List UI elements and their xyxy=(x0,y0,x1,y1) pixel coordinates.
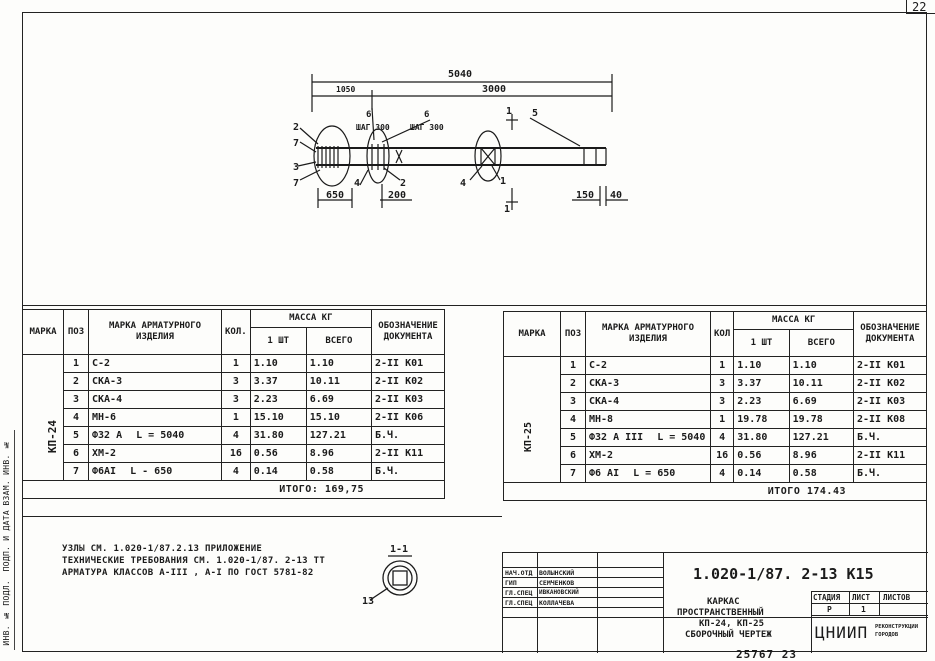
title-line-1: КАРКАС xyxy=(707,597,740,607)
section-callout: 13 xyxy=(362,596,375,607)
kp25-cell-pos: 7 xyxy=(561,465,586,483)
kp25-cell-qty: 16 xyxy=(711,447,734,465)
kp25-cell-total: 19.78 xyxy=(789,411,853,429)
kp25-item-length: L = 650 xyxy=(633,468,676,479)
kp25-item-name: МН-8 xyxy=(589,414,614,425)
left-approval-strip xyxy=(0,430,15,650)
callout-3: 3 xyxy=(293,162,300,173)
kp24-cell-total: 1.10 xyxy=(306,355,371,373)
spec-table-kp24 xyxy=(22,309,445,499)
name-4: КОЛЛАЧЕВА xyxy=(539,599,575,607)
sheet-number: 22 xyxy=(906,0,935,14)
kp25-cell-one: 3.37 xyxy=(734,375,789,393)
kp24-cell-pos: 3 xyxy=(64,391,89,409)
kp25-cell-pos: 2 xyxy=(561,375,586,393)
sheet-value: 1 xyxy=(861,605,866,614)
th-doc: ОБОЗНАЧЕНИЕ ДОКУМЕНТА xyxy=(372,310,445,355)
total-kp25: ИТОГО 174.43 xyxy=(504,483,927,501)
kp24-cell-item xyxy=(89,445,222,463)
kp24-item-name: МН-6 xyxy=(92,412,117,423)
title-line-4: СБОРОЧНЫЙ ЧЕРТЕЖ xyxy=(685,630,772,640)
callout-5: 5 xyxy=(532,108,539,119)
kp24-item-name: Ф6АI xyxy=(92,466,117,477)
strip-text-2: ПОДП. И ДАТА xyxy=(2,510,11,572)
kp25-row xyxy=(504,447,927,465)
kp25-cell-total: 8.96 xyxy=(789,447,853,465)
kp25-cell-doc: 2-II К08 xyxy=(854,411,927,429)
kp24-cell-qty: 1 xyxy=(222,355,251,373)
note-1: УЗЛЫ СМ. 1.020-1/87.2.13 ПРИЛОЖЕНИЕ xyxy=(62,544,263,554)
kp24-row xyxy=(23,355,445,373)
kp25-cell-one: 0.14 xyxy=(734,465,789,483)
kp25-row xyxy=(504,465,927,483)
kp25-cell-qty: 1 xyxy=(711,411,734,429)
kp25-cell-item xyxy=(586,447,711,465)
kp25-cell-pos: 4 xyxy=(561,411,586,429)
kp24-cell-doc: Б.Ч. xyxy=(372,463,445,481)
kp24-cell-doc: 2-II К02 xyxy=(372,373,445,391)
kp25-item-name: ХМ-2 xyxy=(589,450,614,461)
archive-number: 25767 23 xyxy=(736,648,797,661)
kp24-cell-pos: 5 xyxy=(64,427,89,445)
kp24-item-name: Ф32 А xyxy=(92,430,123,441)
separator-line xyxy=(22,305,927,306)
note-3: АРМАТУРА КЛАССОВ А-III , А-I ПО ГОСТ 5781-82 xyxy=(62,568,314,578)
kp24-cell-one: 1.10 xyxy=(250,355,306,373)
kp25-cell-qty: 3 xyxy=(711,393,734,411)
notes-block xyxy=(62,543,325,579)
section-view xyxy=(360,540,440,610)
kp24-mark-cell xyxy=(23,355,64,481)
kp25-cell-qty: 4 xyxy=(711,429,734,447)
callout-1c: 1 xyxy=(504,204,511,215)
kp24-cell-doc: Б.Ч. xyxy=(372,427,445,445)
kp24-cell-total: 10.11 xyxy=(306,373,371,391)
th-doc-b: ОБОЗНАЧЕНИЕ ДОКУМЕНТА xyxy=(854,312,927,357)
stage-value: Р xyxy=(827,605,832,614)
kp24-item-name: СКА-4 xyxy=(92,394,123,405)
kp25-cell-item xyxy=(586,357,711,375)
kp25-cell-item xyxy=(586,375,711,393)
role-2: ГИП xyxy=(505,579,517,587)
callout-4a: 4 xyxy=(354,178,361,189)
kp24-cell-doc: 2-II К01 xyxy=(372,355,445,373)
kp24-cell-one: 15.10 xyxy=(250,409,306,427)
kp25-item-name: СКА-4 xyxy=(589,396,620,407)
org-sub: РЕКОНСТРУКЦИИ ГОРОДОВ xyxy=(875,624,919,638)
mark-kp24: КП-24 xyxy=(46,420,59,454)
strip-text-3: ИНВ. № ПОДЛ. xyxy=(2,580,11,646)
kp25-row xyxy=(504,411,927,429)
callout-6b: 6 xyxy=(424,110,430,120)
kp25-cell-qty: 1 xyxy=(711,357,734,375)
kp25-cell-item xyxy=(586,465,711,483)
kp24-cell-total: 8.96 xyxy=(306,445,371,463)
kp25-cell-qty: 3 xyxy=(711,375,734,393)
kp24-row xyxy=(23,391,445,409)
dim-1050: 1050 xyxy=(336,85,356,94)
kp25-cell-one: 1.10 xyxy=(734,357,789,375)
kp24-item-length: L - 650 xyxy=(130,466,173,477)
kp24-cell-pos: 6 xyxy=(64,445,89,463)
th-mass-total-b: ВСЕГО xyxy=(789,330,853,357)
title-line-2: ПРОСТРАНСТВЕННЫЙ xyxy=(677,608,764,618)
note-2: ТЕХНИЧЕСКИЕ ТРЕБОВАНИЯ СМ. 1.020-1/87. 2-13 ТТ xyxy=(62,556,326,566)
kp24-cell-item xyxy=(89,463,222,481)
dim-650: 650 xyxy=(326,190,345,201)
dim-3000: 3000 xyxy=(482,84,507,95)
role-3: ГЛ.СПЕЦ xyxy=(505,589,533,597)
kp25-cell-doc: 2-II К01 xyxy=(854,357,927,375)
kp24-cell-one: 2.23 xyxy=(250,391,306,409)
kp25-cell-doc: 2-II К03 xyxy=(854,393,927,411)
kp24-item-name: ХМ-2 xyxy=(92,448,117,459)
kp24-cell-one: 3.37 xyxy=(250,373,306,391)
kp25-cell-doc: 2-II К02 xyxy=(854,375,927,393)
kp24-item-length: L = 5040 xyxy=(136,430,185,441)
kp24-cell-pos: 7 xyxy=(64,463,89,481)
th-mass: МАССА КГ xyxy=(250,310,371,328)
step-label-2: ШАГ 300 xyxy=(410,123,444,132)
separator-line-2 xyxy=(22,516,502,517)
kp25-cell-one: 0.56 xyxy=(734,447,789,465)
callout-7a: 7 xyxy=(293,138,300,149)
th-mass-total: ВСЕГО xyxy=(306,328,371,355)
th-item: МАРКА АРМАТУРНОГО ИЗДЕЛИЯ xyxy=(89,310,222,355)
kp24-cell-total: 0.58 xyxy=(306,463,371,481)
kp24-cell-doc: 2-II К11 xyxy=(372,445,445,463)
kp24-cell-item xyxy=(89,391,222,409)
kp25-item-name: Ф32 А III xyxy=(589,432,644,443)
th-item-b: МАРКА АРМАТУРНОГО ИЗДЕЛИЯ xyxy=(586,312,711,357)
kp25-cell-item xyxy=(586,393,711,411)
dim-200: 200 xyxy=(388,190,407,201)
kp25-cell-one: 19.78 xyxy=(734,411,789,429)
kp24-cell-pos: 2 xyxy=(64,373,89,391)
strip-text-1: ВЗАМ. ИНВ. № xyxy=(2,440,11,506)
kp25-item-length: L = 5040 xyxy=(657,432,706,443)
kp25-item-name: Ф6 АI xyxy=(589,468,620,479)
kp24-cell-item xyxy=(89,427,222,445)
kp24-cell-pos: 4 xyxy=(64,409,89,427)
kp25-row xyxy=(504,429,927,447)
kp24-row xyxy=(23,427,445,445)
kp25-cell-doc: 2-II К11 xyxy=(854,447,927,465)
mark-kp25: КП-25 xyxy=(523,422,534,453)
dim-150: 150 xyxy=(576,190,595,201)
kp24-row xyxy=(23,373,445,391)
step-label-1: ШАГ 300 xyxy=(356,123,390,132)
kp25-row xyxy=(504,375,927,393)
kp24-cell-total: 6.69 xyxy=(306,391,371,409)
name-2: СЕМЧЕНКОВ xyxy=(539,579,575,587)
kp24-cell-item xyxy=(89,355,222,373)
dim-40: 40 xyxy=(610,190,623,201)
callout-1a: 1 xyxy=(506,106,513,117)
kp24-cell-item xyxy=(89,373,222,391)
kp24-cell-total: 15.10 xyxy=(306,409,371,427)
callout-2: 2 xyxy=(293,122,300,133)
th-mass-b: МАССА КГ xyxy=(734,312,854,330)
kp24-cell-qty: 4 xyxy=(222,463,251,481)
kp24-cell-item xyxy=(89,409,222,427)
kp25-mark-cell xyxy=(504,357,561,483)
kp25-row xyxy=(504,393,927,411)
kp24-item-name: С-2 xyxy=(92,358,111,369)
role-4: ГЛ.СПЕЦ xyxy=(505,599,533,607)
kp25-cell-total: 1.10 xyxy=(789,357,853,375)
kp25-item-name: С-2 xyxy=(589,360,608,371)
dim-overall: 5040 xyxy=(448,69,473,80)
th-qty: КОЛ. xyxy=(222,310,251,355)
name-3: ИВКАНОВСКИЙ xyxy=(539,589,579,596)
kp24-cell-qty: 4 xyxy=(222,427,251,445)
kp25-cell-total: 127.21 xyxy=(789,429,853,447)
th-mark-b: МАРКА xyxy=(504,312,561,357)
callout-2b: 2 xyxy=(400,178,407,189)
kp24-row xyxy=(23,445,445,463)
section-label: 1-1 xyxy=(390,544,409,555)
th-qty-b: КОЛ xyxy=(711,312,734,357)
kp25-cell-doc: Б.Ч. xyxy=(854,429,927,447)
kp25-cell-pos: 6 xyxy=(561,447,586,465)
document-code: 1.020-1/87. 2-13 К15 xyxy=(693,565,874,583)
kp25-cell-pos: 3 xyxy=(561,393,586,411)
callout-7b: 7 xyxy=(293,178,300,189)
kp25-cell-doc: Б.Ч. xyxy=(854,465,927,483)
kp25-cell-total: 6.69 xyxy=(789,393,853,411)
kp25-row xyxy=(504,357,927,375)
kp25-item-name: СКА-3 xyxy=(589,378,620,389)
kp24-cell-qty: 16 xyxy=(222,445,251,463)
kp24-cell-one: 0.56 xyxy=(250,445,306,463)
callout-1b: 1 xyxy=(500,176,507,187)
kp24-cell-qty: 3 xyxy=(222,391,251,409)
kp25-cell-total: 10.11 xyxy=(789,375,853,393)
kp24-cell-one: 31.80 xyxy=(250,427,306,445)
callout-4b: 4 xyxy=(460,178,467,189)
th-mass-one: 1 ШТ xyxy=(250,328,306,355)
stage-label: СТАДИЯ xyxy=(813,593,841,602)
kp24-row xyxy=(23,463,445,481)
kp24-row xyxy=(23,409,445,427)
th-mass-one-b: 1 ШТ xyxy=(734,330,789,357)
sheets-label: ЛИСТОВ xyxy=(883,593,911,602)
kp25-cell-total: 0.58 xyxy=(789,465,853,483)
total-kp24: ИТОГО: 169,75 xyxy=(23,481,445,499)
kp24-cell-one: 0.14 xyxy=(250,463,306,481)
kp25-cell-item xyxy=(586,429,711,447)
kp24-item-name: СКА-3 xyxy=(92,376,123,387)
kp24-cell-pos: 1 xyxy=(64,355,89,373)
role-1: НАЧ.ОТД xyxy=(505,569,533,577)
th-pos: ПОЗ xyxy=(64,310,89,355)
kp25-cell-pos: 1 xyxy=(561,357,586,375)
name-1: ВОЛЫНСКИЙ xyxy=(539,569,575,577)
sheet-label: ЛИСТ xyxy=(852,593,871,602)
kp24-cell-qty: 1 xyxy=(222,409,251,427)
spec-table-kp25 xyxy=(503,311,927,501)
kp24-cell-total: 127.21 xyxy=(306,427,371,445)
kp24-cell-doc: 2-II К06 xyxy=(372,409,445,427)
kp25-cell-one: 2.23 xyxy=(734,393,789,411)
assembly-drawing xyxy=(0,0,935,300)
org-logo: ЦНИИП xyxy=(815,623,869,642)
kp25-cell-one: 31.80 xyxy=(734,429,789,447)
th-pos-b: ПОЗ xyxy=(561,312,586,357)
kp25-cell-qty: 4 xyxy=(711,465,734,483)
callout-6a: 6 xyxy=(366,110,372,120)
title-block xyxy=(502,552,928,653)
kp25-cell-pos: 5 xyxy=(561,429,586,447)
kp24-cell-doc: 2-II К03 xyxy=(372,391,445,409)
th-mark: МАРКА xyxy=(23,310,64,355)
kp25-cell-item xyxy=(586,411,711,429)
title-line-3: КП-24, КП-25 xyxy=(699,619,765,629)
kp24-cell-qty: 3 xyxy=(222,373,251,391)
